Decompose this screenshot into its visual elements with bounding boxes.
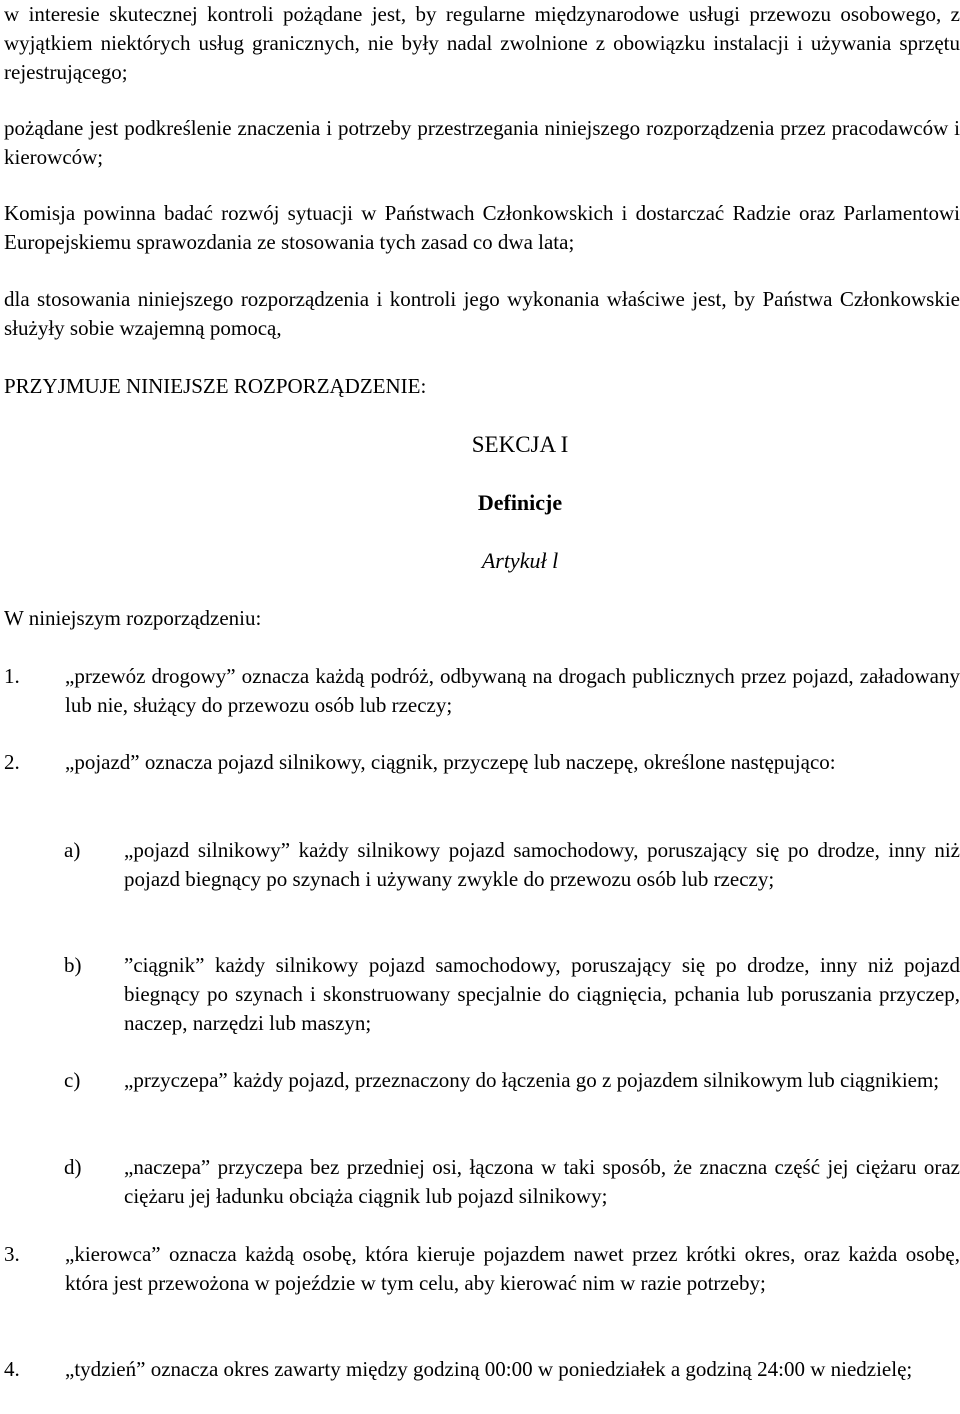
section-subtitle: Definicje (477, 490, 563, 515)
definition-text: „kierowca” oznacza każdą osobę, która kieruje pojazdem nawet przez krótki okres, oraz każda osobę, która jest przewożona w pojeździe w tym celu, aby kierować nim w razie potrzeby; (65, 1242, 960, 1295)
lead-text: W niniejszym rozporządzeniu: (4, 606, 262, 630)
sub-definition-letter: c) (64, 1068, 81, 1092)
sub-definition-text: „pojazd silnikowy” każdy silnikowy pojazd samochodowy, poruszający się po drodze, inny niż pojazd biegnący po szynach i używany zwykle do przewozu osób lub rzeczy; (124, 838, 960, 891)
definition-text: „przewóz drogowy” oznacza każdą podróż, odbywaną na drogach publicznych przez pojazd, załadowany lub nie, służący do przewozu osób lub rzeczy; (65, 664, 960, 717)
definition-number: 2. (4, 750, 20, 774)
recital-paragraph-1: w interesie skutecznej kontroli pożądane jest, by regularne międzynarodowe usługi przewozu osobowego, z wyjątkiem niektórych usług granicznych, nie były nadal zwolnione z obowiązku instalacji i używania sprzętu rejestrującego; (4, 2, 960, 84)
article-title: Artykuł l (481, 548, 559, 573)
recital-paragraph-3: Komisja powinna badać rozwój sytuacji w Państwach Członkowskich i dostarczać Radzie oraz Parlamentowi Europejskiemu sprawozdania ze stosowania tych zasad co dwa lata; (4, 201, 960, 254)
definition-number: 3. (4, 1242, 20, 1266)
sub-definition-text: „naczepa” przyczepa bez przedniej osi, łączona w taki sposób, że znaczna część jej ciężaru oraz ciężaru jej ładunku obciąża ciągnik lub pojazd silnikowy; (124, 1155, 960, 1208)
section-title: SEKCJA I (471, 432, 569, 457)
adoption-statement: PRZYJMUJE NINIEJSZE ROZPORZĄDZENIE: (4, 374, 427, 398)
sub-definition-text: „przyczepa” każdy pojazd, przeznaczony do łączenia go z pojazdem silnikowym lub ciągnikiem; (124, 1068, 940, 1092)
definition-number: 4. (4, 1357, 20, 1381)
sub-definition-text: ”ciągnik” każdy silnikowy pojazd samochodowy, poruszający się po drodze, inny niż pojazd biegnący po szynach i skonstruowany specjalnie do ciągnięcia, pchania lub poruszania przyczep, naczep, narzędzi lub maszyn; (124, 953, 960, 1035)
sub-definition-letter: d) (64, 1155, 82, 1179)
sub-definition-letter: b) (64, 953, 82, 977)
recital-paragraph-2: pożądane jest podkreślenie znaczenia i potrzeby przestrzegania niniejszego rozporządzenia przez pracodawców i kierowców; (4, 116, 960, 169)
definition-text: „pojazd” oznacza pojazd silnikowy, ciągnik, przyczepę lub naczepę, określone następująco: (65, 750, 836, 774)
definition-text: „tydzień” oznacza okres zawarty między godziną 00:00 w poniedziałek a godziną 24:00 w niedzielę; (65, 1357, 913, 1381)
recital-paragraph-4: dla stosowania niniejszego rozporządzenia i kontroli jego wykonania właściwe jest, by Państwa Członkowskie służyły sobie wzajemną pomocą, (4, 287, 960, 340)
definition-number: 1. (4, 664, 20, 688)
sub-definition-letter: a) (64, 838, 81, 862)
